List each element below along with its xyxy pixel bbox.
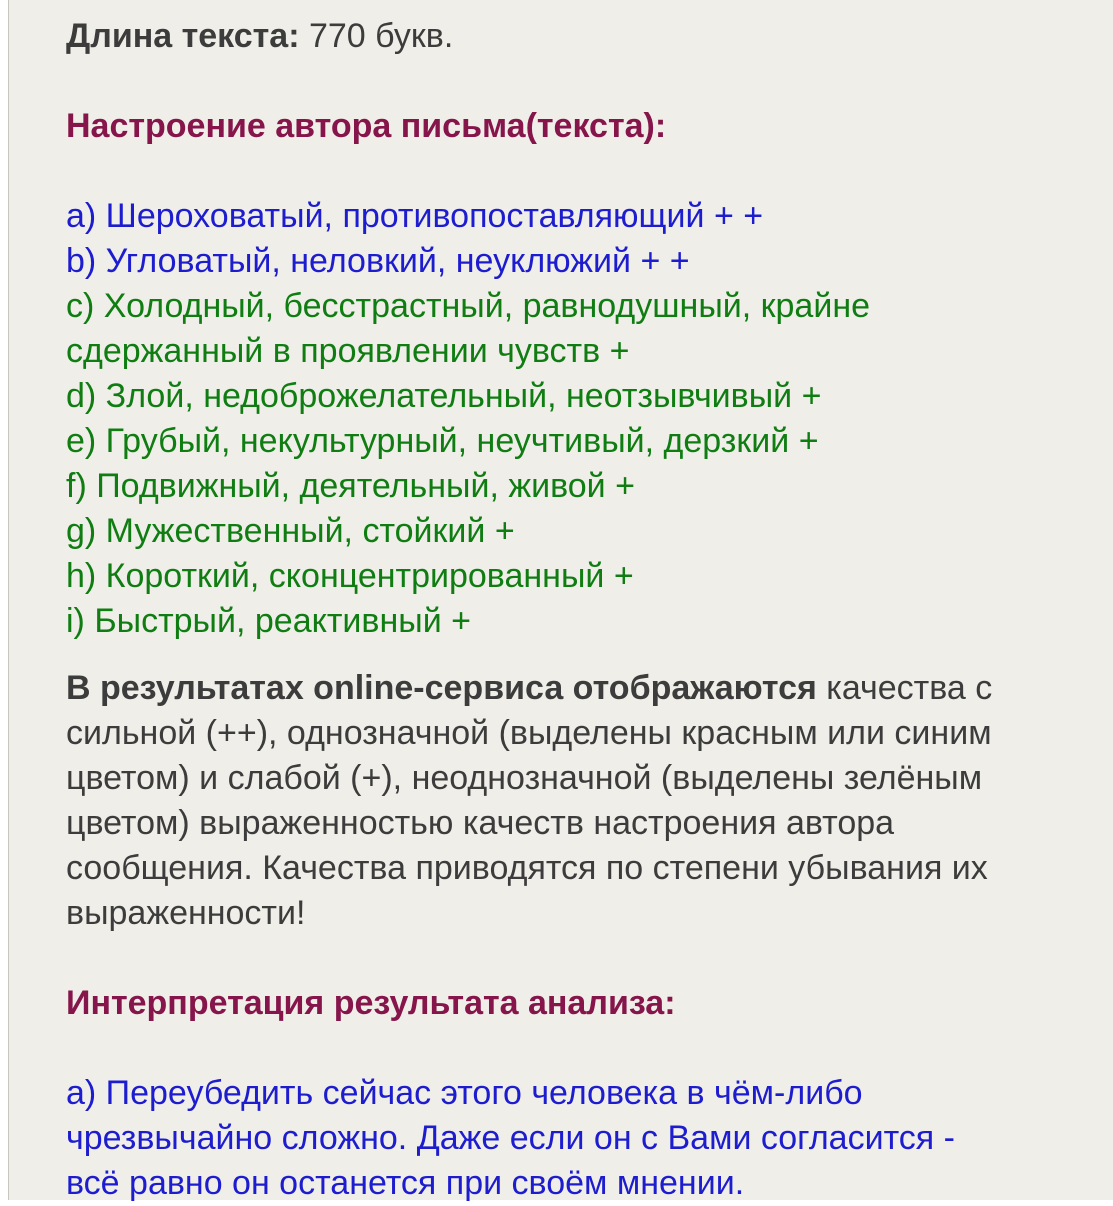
- content-panel: [8, 0, 1113, 1200]
- results-note-bold: В результатах online-сервиса отображаются: [66, 669, 817, 707]
- interpretation-line-3: всё равно он останется при своём мнении.: [66, 1164, 745, 1202]
- mood-item-c-line1: c) Холодный, бесстрастный, равнодушный, крайне: [66, 287, 871, 325]
- mood-item-i: i) Быстрый, реактивный +: [66, 602, 471, 640]
- results-note-line-1-rest: качества с: [816, 669, 993, 707]
- mood-item-c-line2: сдержанный в проявлении чувств +: [66, 332, 630, 370]
- spacer: [66, 1026, 1106, 1071]
- text-length-row: [66, 14, 1106, 59]
- interpretation-line-2: чрезвычайно сложно. Даже если он с Вами согласится -: [66, 1119, 955, 1157]
- spacer: [66, 59, 1106, 104]
- results-note-line-5: сообщения. Качества приводятся по степени убывания их: [66, 849, 988, 887]
- results-note-line-1: [66, 666, 1106, 711]
- results-note-line-6: выраженности!: [66, 894, 306, 932]
- mood-item-e: e) Грубый, некультурный, неучтивый, дерзкий +: [66, 422, 819, 460]
- spacer: [66, 936, 1106, 981]
- mood-item-d: d) Злой, недоброжелательный, неотзывчивый +: [66, 377, 822, 415]
- spacer: [66, 149, 1106, 194]
- results-note: [66, 666, 1106, 936]
- mood-item-a: a) Шероховатый, противопоставляющий + +: [66, 197, 764, 235]
- analysis-content: [66, 14, 1106, 1206]
- mood-heading: Настроение автора письма(текста):: [66, 107, 667, 145]
- mood-item-h: h) Короткий, сконцентрированный +: [66, 557, 634, 595]
- results-note-line-4: цветом) выраженностью качеств настроения автора: [66, 804, 895, 842]
- mood-item-g: g) Мужественный, стойкий +: [66, 512, 515, 550]
- text-length-value: 770 букв.: [299, 17, 454, 55]
- results-note-line-3: цветом) и слабой (+), неоднозначной (выделены зелёным: [66, 759, 983, 797]
- spacer-small: [66, 644, 1106, 666]
- interpretation-heading: Интерпретация результата анализа:: [66, 984, 676, 1022]
- mood-item-b: b) Угловатый, неловкий, неуклюжий + +: [66, 242, 690, 280]
- mood-item-f: f) Подвижный, деятельный, живой +: [66, 467, 635, 505]
- results-note-line-2: сильной (++), однозначной (выделены красным или синим: [66, 714, 992, 752]
- text-length-label: Длина текста:: [66, 17, 300, 55]
- interpretation-line-1: a) Переубедить сейчас этого человека в чём-либо: [66, 1074, 863, 1112]
